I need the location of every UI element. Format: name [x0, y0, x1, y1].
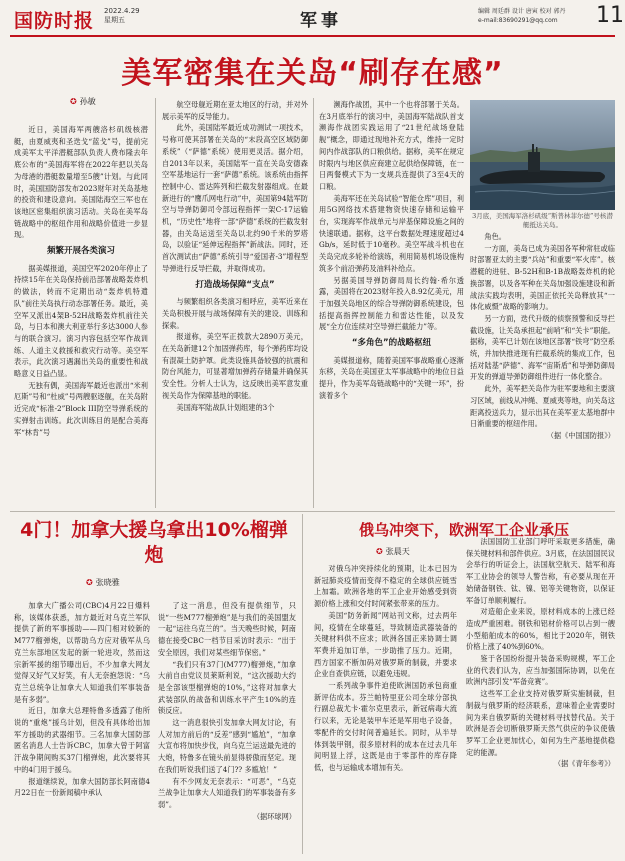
- paragraph: 另据美国导弹防御局局长约翰·希尔透露，美国将在2023财年投入8.92亿美元，用于加强关岛地区的综合导弹防御系统建设，包括提高指挥控制能力和雷达性能，以及发展“全方位连续对空导弹拦截能力”等。: [319, 275, 464, 332]
- editor-email: e-mail:83690291@qq.com: [478, 17, 558, 24]
- paragraph: 近日，加拿大总理特鲁多透露了他所说的“重炮”援乌计划，但没有具体给出加军方援助的武器细节。三名加拿大国防部匿名消息人士告诉CBC，加拿大曾于阿富汗战争期间购买37门榴弹炮，此次要将其中的4门用于援乌。: [14, 706, 150, 774]
- newspaper-logo: 国防时报: [14, 10, 95, 32]
- submarine-illustration: [470, 100, 615, 210]
- page-header: [0, 0, 625, 38]
- article1-column-4: [470, 231, 615, 508]
- paragraph: 法国国防工业部门呼吁采取更多措施，确保关键材料和部件供应。3月底，在法国国民议会举行的听证会上，法国航空航天、陆军和海军工业协会的领导人警告称，有必要从现在开始储备钢铁、钛、镍、铝等关键物资，以保证军备订单顺利履行。: [466, 537, 615, 605]
- subheading: 频繁开展各类演习: [46, 246, 115, 257]
- paragraph: 近日，美国海军两艘洛杉矶级核潜艇，由夏威夷和圣迭戈“蓝戈”号，提前完成美军太平洋潜艇部队负责人费布隆去年底公布的“美国海军将在2022年把以关岛为母港的潜艇数量增至5艘”计划。与此同时，美国国防部发布2023财年对关岛基地的投资和建设意向。美国陆海空三军也在该地区密集组织演习活动。关岛在美军岛链战略中的枢纽作用和战略价值进一步显现。: [14, 125, 148, 240]
- paragraph: 与频繁组织各类演习相呼应，美军近来在关岛积极开展与战场保障有关的建设、训练和探索。: [162, 297, 308, 330]
- article2-column-2: [158, 600, 296, 854]
- article3-column-2: [466, 536, 615, 854]
- paragraph: 一方面，美岛已成为美国各军种常驻或临时部署亚太的主要“兵站”和重要“军火库”。核潜艇的进驻、B-52H和B-1B战略轰炸机的轮换部署，以及各军种在关岛加强设施建设和新战法实践均表明，美国正依托关岛释放其“一体化威慑”战略的影响力。: [470, 243, 615, 312]
- article2-author: 张晓雅: [95, 578, 120, 587]
- header-rule: [10, 35, 615, 37]
- article2-byline: [86, 577, 120, 588]
- editor-names: 编辑 周廷群 设计 唐寅 校对 郭丹: [478, 8, 566, 15]
- issue-date-block: [104, 7, 140, 25]
- paragraph: 无独有偶，美国海军最近也派出“米利厄斯”号和“杜威”号两艘驱逐舰，在关岛附近完成“标准-2”Block III防空导弹系统的实弹射击训练。此次训练目的是配合美海军“林肯”号: [14, 380, 148, 437]
- editor-credits: [478, 7, 566, 25]
- article1-column-2: [162, 99, 308, 508]
- paragraph: 此外，美国陆军最近成功测试一项技术，号称可使其部署在关岛的“末段高空区域防御系统”（“萨德”系统）使用更灵活。据介绍，自2013年以来，美国陆军一直在关岛安德森空军基地运行一套“萨德”系统。该系统由指挥控制中心、雷达阵列和拦截发射器组成。在最新进行的“鹰爪网电行动”中，美国第94陆军防空与导弹防御司令部远程指挥一架C-17运输机，“历史性”地将一部“萨德”系统的拦截发射器，由关岛运送至关岛以北约90千米的罗塔岛，以验证“延伸远程指挥”新战法。同时，还首次测试由“萨德”系统引导“爱国者-3”增程型导弹进行反导拦截，并取得成功。: [162, 123, 308, 273]
- paragraph: 对俄乌冲突持续化的预期，让本已因为新冠肺炎疫情而变得不稳定的全球供应链雪上加霜。欧洲各地的军工企业开始感受到资源价格上涨和交付时间紧张带来的压力。: [314, 564, 457, 609]
- article2-source: （据环球网）: [252, 811, 296, 821]
- article2-column-1: [14, 600, 150, 854]
- article1-byline: [70, 96, 96, 107]
- paragraph: 了这一消息，但没有提供细节，只说“一些M777榴弹炮”是与我们的美国盟友一起“运往乌克兰的”。当天晚些时候，阿南德在接受CBC一档节目采访时表示：“出于安全原因，我们对某些细节保密。”: [158, 601, 296, 657]
- paragraph: 加拿大广播公司(CBC)4月22日爆料称，该媒体获悉，加方最近对乌克兰军队提供了新的军事援助——四门相对较新的M777榴弹炮，以帮助乌方应对俄军从乌克兰东部地区发起的新一轮进攻，然而这宗新军援的细节曝出后，不少加拿大网友觉得又好气又好笑，有人无奈抱怨说：“乌克兰总统争让加拿大人知道我们军事装备是有多弱”。: [14, 601, 150, 704]
- paragraph: 美国“防务新闻”网站刊文称，过去两年间，疫情在全球蔓延，导致制造武器装备的关键材料供不应求；欧洲各国正来协调士调军费并追加订单，一步助推了压力。近期，西方国家不断加码对俄罗斯的制裁，并要求企业自查供应链，以避免违规。: [314, 610, 457, 679]
- paragraph: 美媒报道称，随着美国军事战略重心逐渐东移，关岛在美国亚太军事战略中的地位日益提升，作为美军岛链战略中的“关键一环”，扮演着多个: [319, 355, 464, 400]
- paragraph: 鉴于各国纷纷提升装备采购规模，军工企业的代表们认为，应当加强国际协调，以免在欧洲内部引发“军备竞赛”。: [466, 654, 615, 687]
- article3-byline: [376, 546, 410, 557]
- paragraph: “我们只有37门(M777)榴弹炮，”加拿大前自由党议员莱斯利说，“这次援助大约是全部该型榴弹炮的10%，”这将对加拿大武装部队的战备和训练水平产生10%的连锁反应。: [158, 659, 296, 716]
- column-divider: [313, 98, 314, 508]
- paragraph: 美国海军陆战队计划组建的3个: [176, 402, 275, 412]
- subheading: 打造战场保障“支点”: [195, 279, 275, 290]
- paragraph: 一系列战争事件迫使欧洲国防承包商重新评估成本。芬兰帕特里亚公司全球分部执行副总裁尤卡·霍尔克里表示，新冠病毒大流行以来，无论是装甲车还是军用电子设备，零配件的交付时间普遍延长。同时，从半导体到装甲钢，很多原材料的成本在过去几年间明显上浮，这既是由于零部件的库存降低，也与运输成本增加有关。: [314, 681, 457, 772]
- subheading: “多角色”的战略枢纽: [351, 338, 432, 349]
- byline-star-icon: ✪: [376, 547, 383, 556]
- section-title: 军事: [300, 11, 342, 31]
- issue-weekday: 星期五: [104, 16, 125, 24]
- photo-caption: 3月底，美国海军洛杉矶级“斯普林菲尔德”号核潜艇抵达关岛。: [472, 212, 613, 229]
- issue-date: 2022.4.29: [104, 7, 140, 15]
- article1-source: （据《中国国防报》）: [546, 430, 615, 440]
- article2-headline: 4门！加拿大援乌拿出10%榴弹炮: [20, 519, 288, 566]
- byline-star-icon: ✪: [70, 97, 77, 106]
- paragraph: 角色。: [484, 232, 506, 241]
- paragraph: 这一消息很快引发加拿大网友讨论，有人对加方前后的“反差”感到“尴尬”，“加拿大宣布将加快步伐，向乌克兰运送最先进的大炮，特鲁多在镜头前显得骄傲而坚定。现在我们听说我们送了4门?? 多尴尬！”: [158, 718, 296, 774]
- paragraph: 此外，美军把关岛作为驻军要地和主要演习区域，前线从冲绳、夏威夷等地，向关岛这距离投送兵力，显示出其在美军亚太基地群中日渐重要的枢纽作用。: [470, 384, 615, 429]
- article3-column-1: [314, 563, 457, 854]
- article1-column-1: [14, 124, 148, 508]
- article1-headline: 美军密集在关岛“刷存在感”: [121, 56, 504, 91]
- article3-author: 张晨天: [385, 547, 410, 556]
- paragraph: 据美媒报道，美国空军2020年停止了持续15年在关岛保持前沿部署战略轰炸机的做法，转而不定期出动“轰炸机特遣队”前往关岛执行动态部署任务。最近，美空军又派出4架B-52H战略轰炸机前往关岛，与日本和澳大利亚举行多达3000人参与的联合演习。演习内容包括空军作战训练、人道主义救援和救灾行动等。美空军表示，此次演习遇漏出关岛的重要性和战略意义日益凸显。: [14, 263, 148, 379]
- paragraph: 这些军工企业支持对俄罗斯实施制裁，但制裁与俄罗斯的经济联系，意味着企业需要时间为来自俄罗斯的关键材料寻找替代品。关于欧洲是否会切断俄罗斯天然气供应的争议使俄罗军工企业更加忧心，如何为生产基地提供稳定的能源。: [466, 689, 615, 757]
- paragraph: 有不少网友无奈表示：“可恶”，“乌克兰战争让加拿大人知道我们的军事装备有多弱”。: [158, 776, 296, 809]
- column-divider: [155, 98, 156, 508]
- article1-author: 孙敏: [79, 97, 96, 106]
- article3-source: （据《青年参考》）: [553, 759, 615, 769]
- article1-column-3: [319, 99, 464, 508]
- section-divider: [10, 511, 615, 512]
- page-number: 11: [596, 3, 624, 28]
- paragraph: 报道称，美空军正拨款大2890万美元，在关岛新建12个加固弹药库，每个弹药库均设有混凝土防护罩。此类设施具备较强的抗震和防台风能力，可显著增加弹药存储量并确保其安全性。分析人士认为，这反映出美军意发重视关岛作为保障基地的职能。: [162, 332, 308, 400]
- article3-headline: 俄乌冲突下，欧洲军工企业承压: [358, 521, 569, 539]
- paragraph: 航空母舰近期在亚太地区的行动，并对外展示美军的反导能力。: [162, 100, 308, 121]
- paragraph: 美海军还在关岛试验“智能仓库”项目，利用5G网络技术搭建物资快速存储和运输平台，实现海军作战单元与岸基保障设施之间的快速联通。据称，这平台数据处理速度超过4Gb/s，延时低于10毫秒。美空军战斗机也在关岛完成多轮补给演练，利用简易机场设施构筑多个前沿弹药及油料补给点。: [319, 193, 464, 273]
- paragraph: 对造船企业来说，原材料成本的上涨已经造成严重困难。钢铁和铝材价格可以占到一艘小型船舶成本的60%，相比于2020年，钢铁价格上涨了40%到60%。: [466, 607, 615, 652]
- article-divider: [302, 514, 303, 854]
- byline-star-icon: ✪: [86, 578, 93, 587]
- submarine-photo: [470, 100, 615, 210]
- paragraph: 另一方面，迭代升级的侦察预警和反导拦截设施，让关岛承担起“前哨”和“关卡”职能。据称，美军已计划在该地区部署“铁穹”防空系统，并加快推进现有拦截系统的集成工作，包括对陆基“萨德”、海军“宙斯盾”和导弹防御局开发的弹道导弹防御组件进行一体化整合。: [470, 313, 615, 382]
- paragraph: 濒海作战团，其中一个也将部署于关岛。在3月底举行的演习中，美国海军陆战队首支濒海作战团实践运用了“21世纪战场登陆舰”概念，即通过现地补充方式，维持一定时间内作战部队的口粮供给。据称，美军在规定时限内与地区供应商建立起供给保障链，在一日两餐模式下为一支规兵连提供了3至4天的口粮。: [319, 100, 464, 191]
- paragraph: 报道继续说，加拿大国防部长阿南德4月22日在一份新闻稿中承认: [14, 776, 150, 798]
